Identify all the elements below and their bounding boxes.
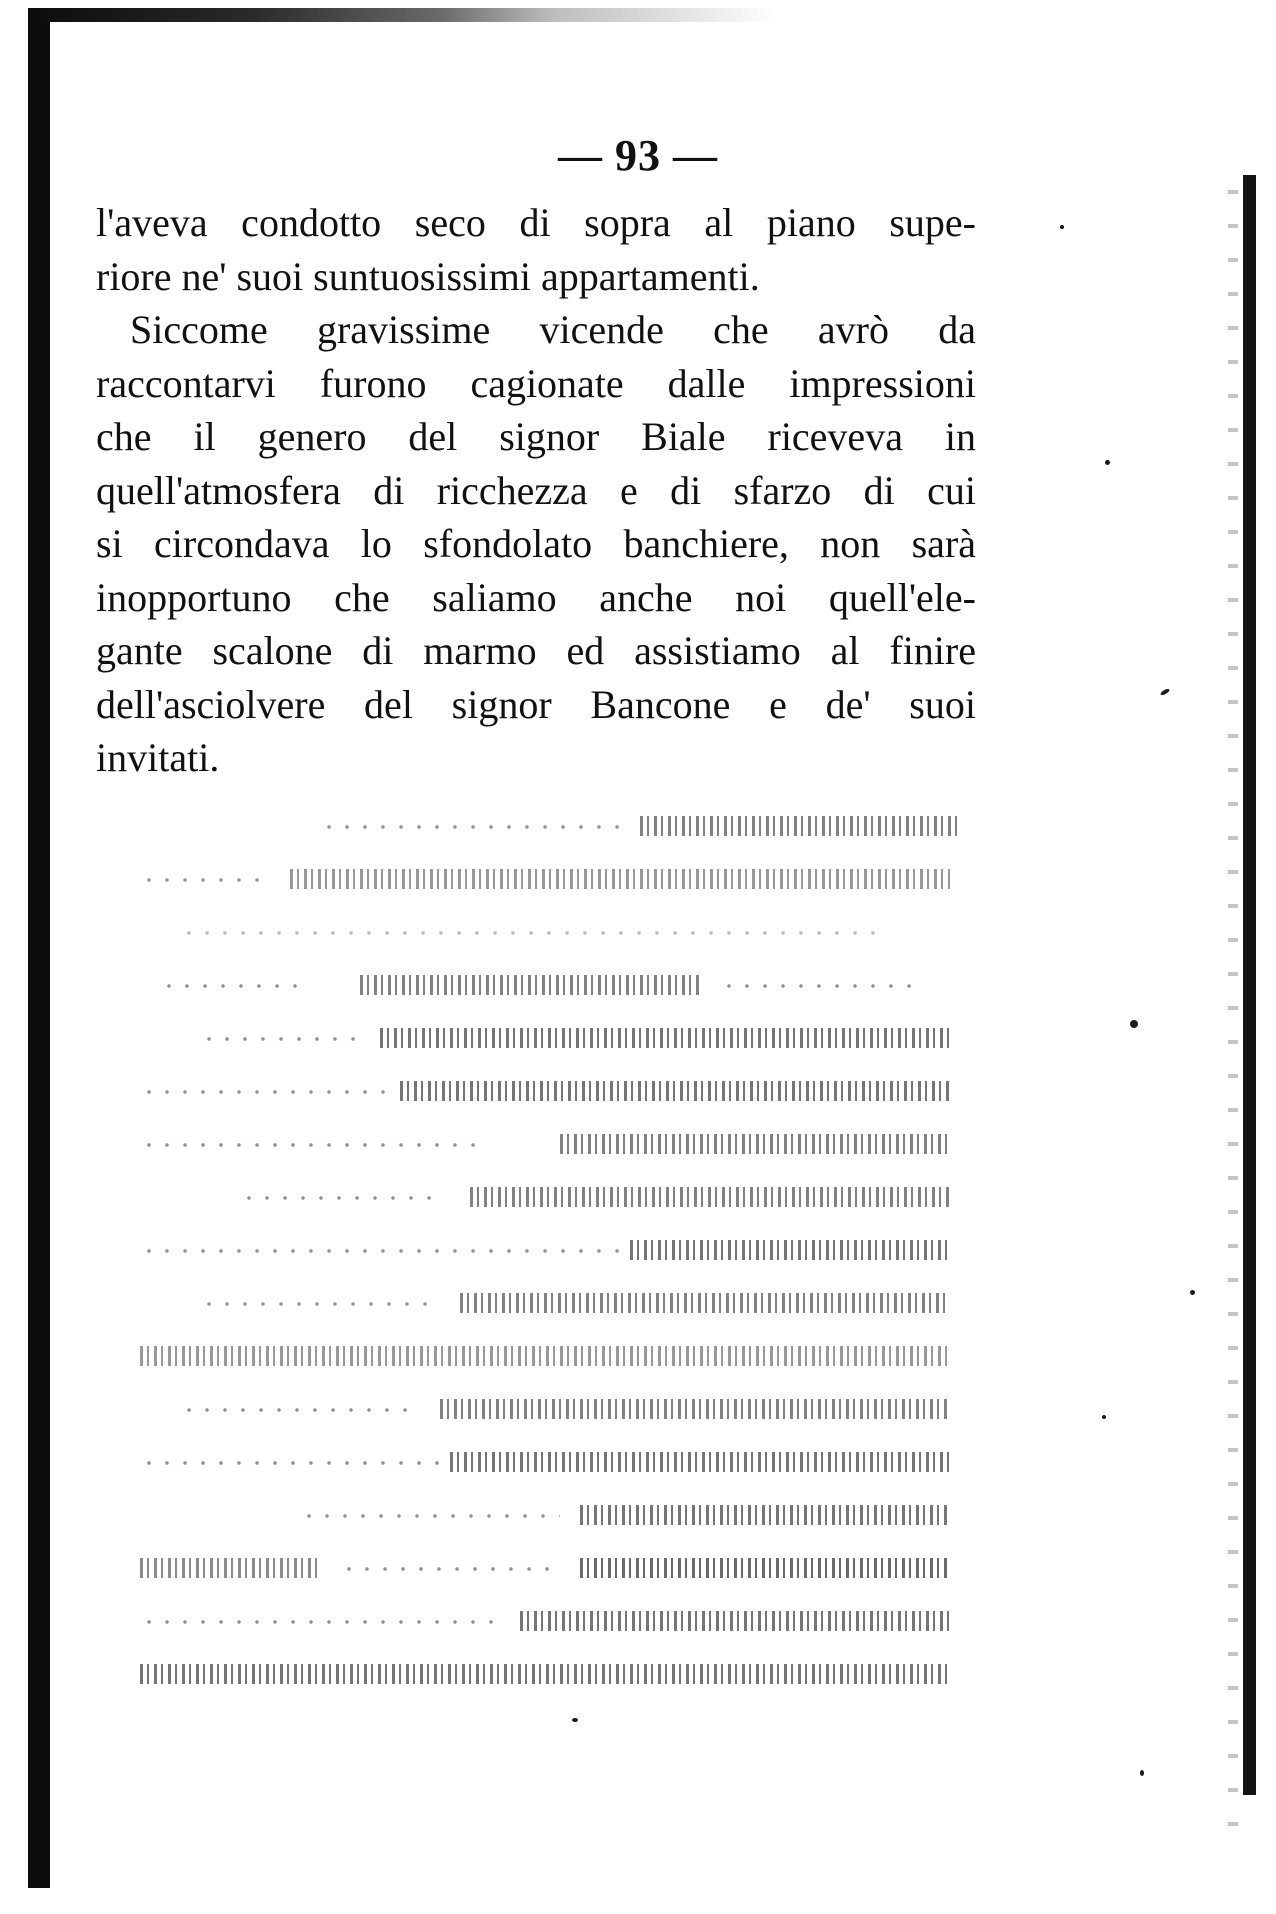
right-scan-shadow bbox=[1228, 160, 1238, 1840]
bleed-line bbox=[140, 1542, 990, 1595]
bleed-line bbox=[140, 1648, 990, 1701]
bleed-line bbox=[140, 1118, 990, 1171]
text-line-2: riore ne' suoi suntuosissimi appartamenti. bbox=[96, 253, 760, 299]
bleed-line bbox=[140, 1277, 990, 1330]
bleed-line bbox=[140, 1330, 990, 1383]
bleed-line bbox=[140, 800, 990, 853]
bleed-through-text bbox=[140, 800, 990, 1720]
text-line-1: l'aveva condotto seco di sopra al piano supe- bbox=[96, 200, 976, 245]
ink-speck bbox=[1060, 225, 1064, 229]
text-line-8: inopportuno che saliamo anche noi quell'ele- bbox=[96, 574, 976, 620]
bleed-line bbox=[140, 959, 990, 1012]
bleed-line bbox=[140, 1383, 990, 1436]
ink-speck bbox=[1160, 688, 1171, 696]
ink-speck bbox=[1190, 1290, 1195, 1295]
ink-speck bbox=[1130, 1020, 1138, 1028]
ink-speck bbox=[1102, 1415, 1106, 1419]
text-line-9: gante scalone di marmo ed assistiamo al finire bbox=[96, 628, 976, 673]
left-scan-edge bbox=[28, 8, 50, 1888]
ink-speck bbox=[1105, 460, 1110, 465]
bleed-line bbox=[140, 1595, 990, 1648]
bleed-line bbox=[140, 906, 990, 959]
bleed-line bbox=[140, 1012, 990, 1065]
text-line-10: dell'asciolvere del signor Bancone e de' suoi bbox=[96, 681, 976, 727]
text-line-11: invitati. bbox=[96, 735, 220, 780]
bleed-line bbox=[140, 1436, 990, 1489]
ink-speck bbox=[1140, 1770, 1144, 1776]
text-line-5: che il genero del signor Biale riceveva in bbox=[96, 414, 976, 459]
bleed-line bbox=[140, 1489, 990, 1542]
body-text bbox=[96, 196, 976, 785]
right-scan-edge bbox=[1243, 175, 1256, 1795]
bleed-line bbox=[140, 853, 990, 906]
bleed-line bbox=[140, 1171, 990, 1224]
text-line-4: raccontarvi furono cagionate dalle impressioni bbox=[96, 360, 976, 406]
text-line-3: Siccome gravissime vicende che avrò da bbox=[130, 307, 976, 352]
bleed-line bbox=[140, 1065, 990, 1118]
text-line-6: quell'atmosfera di ricchezza e di sfarzo di cui bbox=[96, 467, 976, 513]
top-scan-edge bbox=[28, 8, 778, 22]
text-line-7: si circondava lo sfondolato banchiere, non sarà bbox=[96, 521, 976, 566]
page-number: — 93 — bbox=[558, 131, 718, 180]
bleed-line bbox=[140, 1224, 990, 1277]
ink-speck bbox=[572, 1718, 578, 1722]
